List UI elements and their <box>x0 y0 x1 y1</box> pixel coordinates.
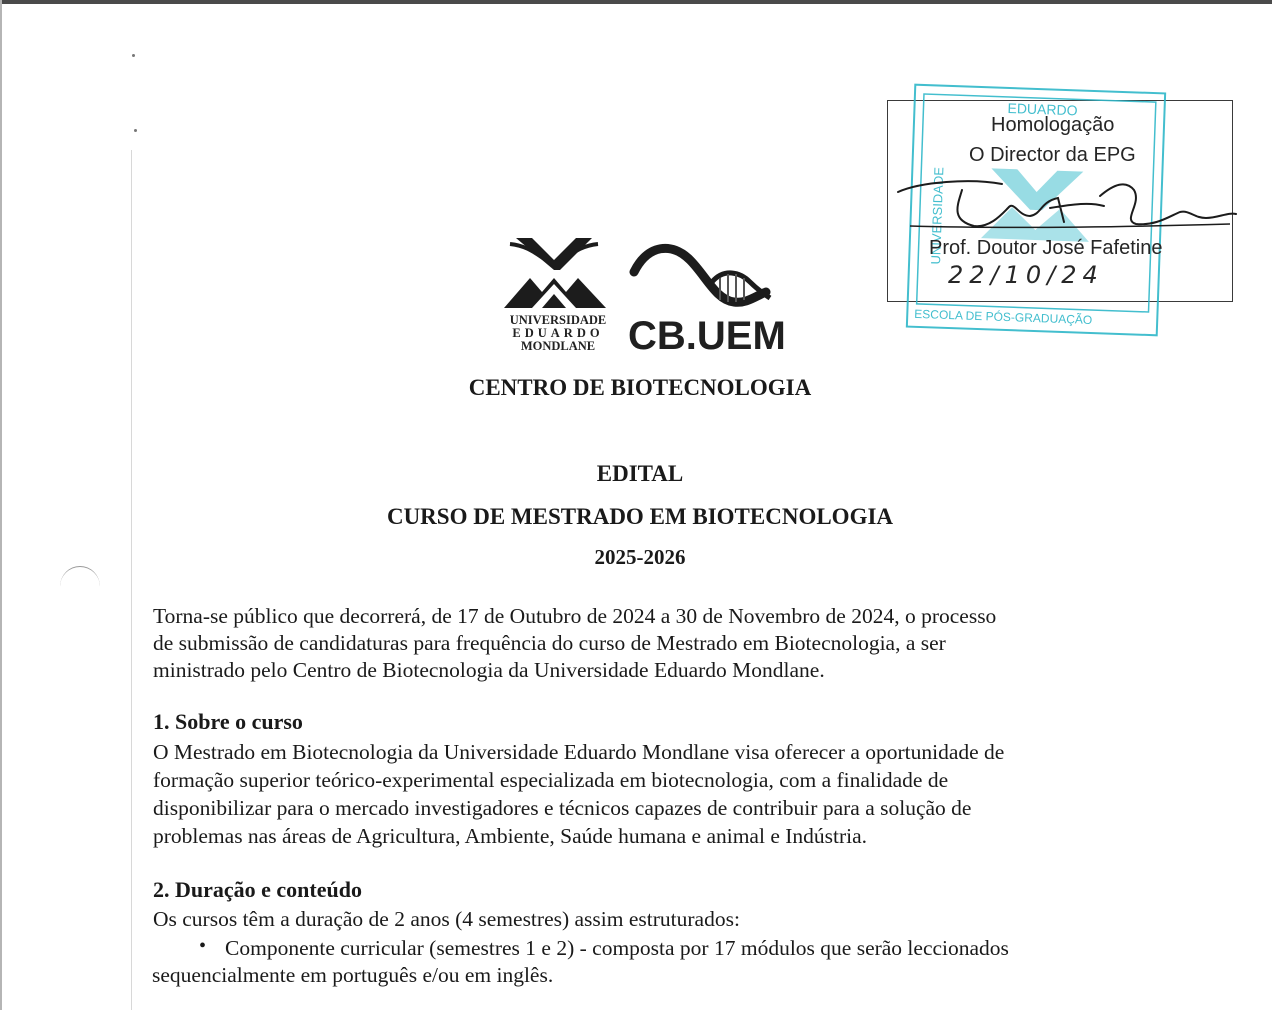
scan-speck <box>134 129 137 132</box>
section-duration-line-1: Os cursos têm a duração de 2 anos (4 semestres) assim estruturados: <box>153 907 740 931</box>
svg-text:EDUARDO: EDUARDO <box>1007 99 1078 119</box>
section-course-line-3: disponibilizar para o mercado investigadores e técnicos capazes de contribuir para a solução de <box>153 796 972 820</box>
uem-logo-line-3: MONDLANE <box>520 339 596 353</box>
handwritten-signature <box>890 168 1240 238</box>
stamp-role: O Director da EPG <box>969 144 1136 166</box>
years-heading: 2025-2026 <box>594 545 686 569</box>
intro-line-1: Torna-se público que decorrerá, de 17 de Outubro de 2024 a 30 de Novembro de 2024, o processo <box>153 604 997 628</box>
page-top-edge <box>0 0 1272 4</box>
stamp-date: 22/10/24 <box>948 261 1104 289</box>
uem-logo-line-1: UNIVERSIDADE <box>509 313 607 327</box>
bullet-dot: • <box>199 935 207 957</box>
course-heading: CURSO DE MESTRADO EM BIOTECNOLOGIA <box>386 504 894 529</box>
uem-logo <box>498 234 618 356</box>
section-course-line-4: problemas nas áreas de Agricultura, Ambiente, Saúde humana e animal e Indústria. <box>153 824 868 848</box>
punch-hole-mark <box>60 566 100 607</box>
cb-uem-logo-text: CB.UEM <box>628 314 786 358</box>
svg-text:ESCOLA DE PÓS-GRADUAÇÃO: ESCOLA DE PÓS-GRADUAÇÃO <box>914 306 1093 328</box>
edital-heading: EDITAL <box>596 461 684 486</box>
svg-text:UNIVERSIDADE: UNIVERSIDADE <box>928 166 947 265</box>
uem-logo-line-2: EDUARDO <box>512 326 604 340</box>
section-title-duration: 2. Duração e conteúdo <box>153 877 362 902</box>
stamp-name: Prof. Doutor José Fafetine <box>929 237 1163 259</box>
bullet-line-1: Componente curricular (semestres 1 e 2) - composta por 17 módulos que serão leccionados <box>225 936 1009 960</box>
intro-line-3: ministrado pelo Centro de Biotecnologia da Universidade Eduardo Mondlane. <box>153 658 825 682</box>
section-course-line-2: formação superior teórico-experimental especializada em biotecnologia, com a finalidade de <box>153 768 949 792</box>
intro-line-2: de submissão de candidaturas para frequência do curso de Mestrado em Biotecnologia, a ser <box>153 631 946 655</box>
centre-heading: CENTRO DE BIOTECNOLOGIA <box>468 375 812 400</box>
section-course-line-1: O Mestrado em Biotecnologia da Universidade Eduardo Mondlane visa oferecer a oportunidade de <box>153 740 1005 764</box>
scan-speck <box>132 54 135 57</box>
page-margin-line <box>131 150 132 1010</box>
stamp-title: Homologação <box>991 114 1115 136</box>
page-left-edge <box>0 0 2 1010</box>
cb-uem-logo <box>628 238 786 358</box>
section-title-course: 1. Sobre o curso <box>153 709 303 734</box>
bullet-line-2: sequencialmente em português e/ou em inglês. <box>152 963 554 987</box>
uem-emblem-icon <box>502 234 612 312</box>
dna-helix-icon <box>628 238 778 316</box>
